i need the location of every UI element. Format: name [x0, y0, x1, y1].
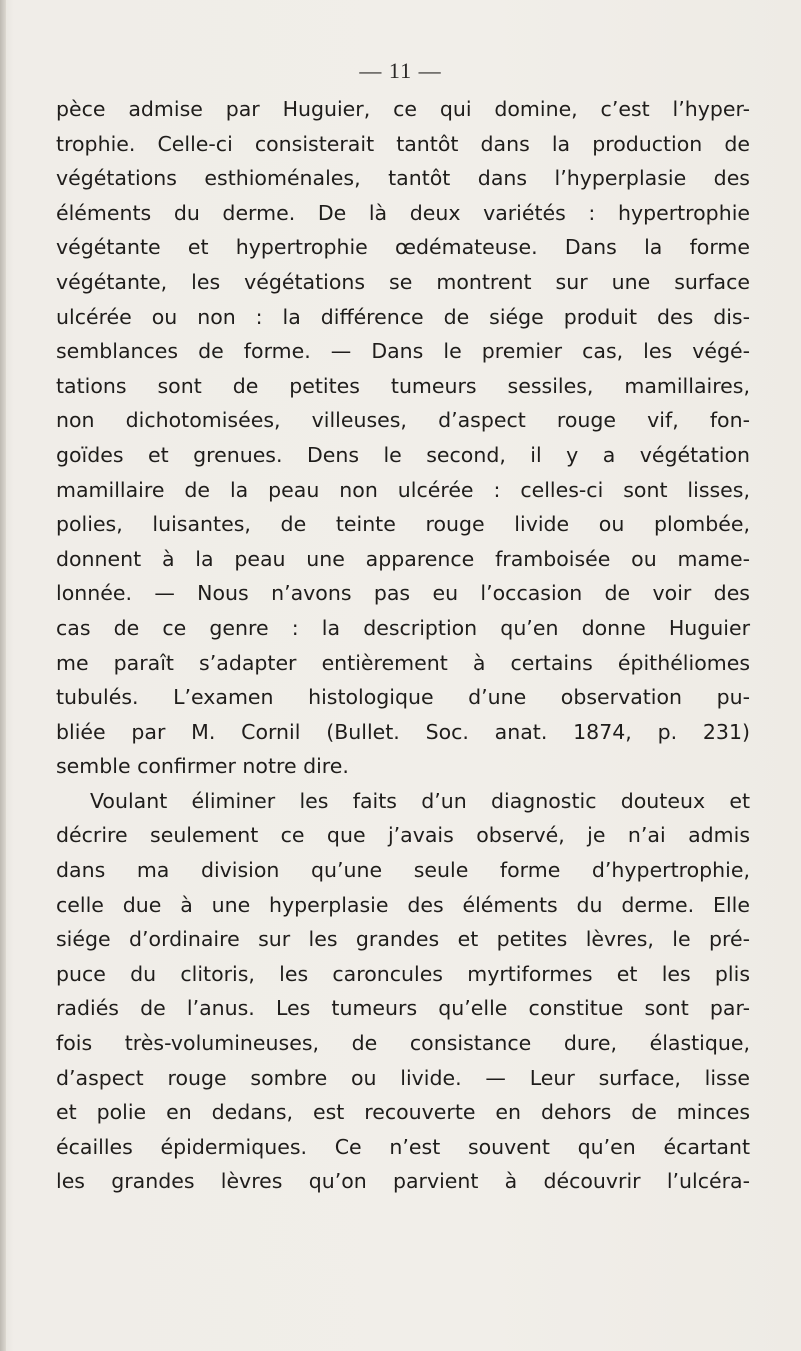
text-line: fois très-volumineuses, de consistance dure, élastique,	[56, 1031, 750, 1056]
text-line: les grandes lèvres qu’on parvient à découvrir l’ulcéra-	[56, 1169, 750, 1194]
text-line: végétations esthioménales, tantôt dans l’hyperplasie des	[56, 166, 750, 191]
text-line: ulcérée ou non : la différence de siége produit des dis-	[56, 304, 750, 329]
text-line: mamillaire de la peau non ulcérée : celles-ci sont lisses,	[56, 477, 750, 502]
text-line: polies, luisantes, de teinte rouge livide ou plombée,	[56, 512, 750, 537]
text-line: puce du clitoris, les caroncules myrtiformes et les plis	[56, 961, 750, 986]
text-line: écailles épidermiques. Ce n’est souvent qu’en écartant	[56, 1134, 750, 1159]
text-line: trophie. Celle-ci consisterait tantôt dans la production de	[56, 131, 750, 156]
text-line: végétante, les végétations se montrent sur une surface	[56, 269, 750, 294]
text-line: tations sont de petites tumeurs sessiles, mamillaires,	[56, 373, 750, 398]
text-line: pèce admise par Huguier, ce qui domine, c’est l’hyper-	[56, 97, 750, 121]
text-line: donnent à la peau une apparence framboisée ou mame-	[56, 546, 750, 571]
text-line: d’aspect rouge sombre ou livide. — Leur surface, lisse	[56, 1065, 750, 1090]
text-line: végétante et hypertrophie œdémateuse. Dans la forme	[56, 235, 750, 260]
text-line: décrire seulement ce que j’avais observé, je n’ai admis	[56, 823, 750, 848]
text-line: dans ma division qu’une seule forme d’hypertrophie,	[56, 858, 750, 883]
text-line: cas de ce genre : la description qu’en donne Huguier	[56, 615, 750, 640]
text-line: Voulant éliminer les faits d’un diagnostic douteux et	[90, 788, 750, 813]
text-line: goïdes et grenues. Dens le second, il y a végétation	[56, 442, 750, 467]
text-line: semble confirmer notre dire.	[56, 754, 349, 779]
page-binding-edge	[0, 0, 6, 1351]
text-line: celle due à une hyperplasie des éléments du derme. Elle	[56, 892, 750, 917]
text-line: non dichotomisées, villeuses, d’aspect rouge vif, fon-	[56, 408, 750, 433]
text-line: tubulés. L’examen histologique d’une observation pu-	[56, 685, 750, 710]
body-text	[56, 92, 750, 1199]
page-number-header: — 11 —	[359, 58, 442, 83]
text-line: siége d’ordinaire sur les grandes et petites lèvres, le pré-	[56, 927, 750, 952]
text-line: semblances de forme. — Dans le premier cas, les végé-	[56, 339, 750, 364]
text-line: me paraît s’adapter entièrement à certains épithéliomes	[56, 650, 750, 675]
text-line: et polie en dedans, est recouverte en dehors de minces	[56, 1100, 750, 1125]
text-line: radiés de l’anus. Les tumeurs qu’elle constitue sont par-	[56, 996, 750, 1021]
text-line: éléments du derme. De là deux variétés : hypertrophie	[56, 200, 750, 225]
text-line: lonnée. — Nous n’avons pas eu l’occasion de voir des	[56, 581, 750, 606]
text-line: bliée par M. Cornil (Bullet. Soc. anat. 1874, p. 231)	[56, 719, 750, 744]
